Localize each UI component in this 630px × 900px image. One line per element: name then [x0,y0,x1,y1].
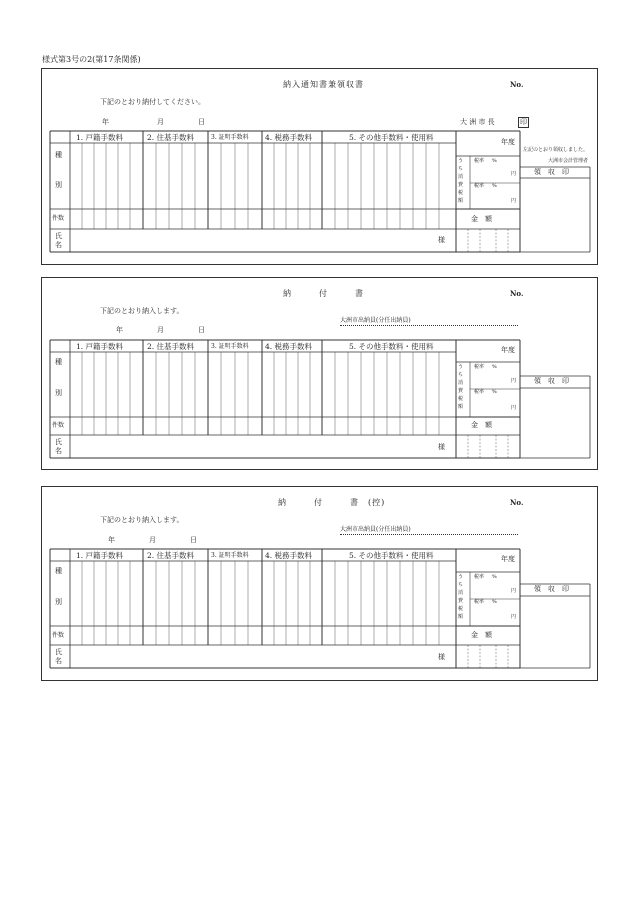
percent-sign: % [492,389,497,395]
category-4: 4. 税務手数料 [265,133,313,142]
honorific-sama: 様 [438,443,445,451]
row-label-name-1: 氏 [55,648,62,656]
row-label-count: 件数 [52,632,65,639]
row-label-type-2: 別 [55,389,62,397]
category-5: 5. その他手数料・使用料 [349,342,434,351]
category-2: 2. 住基手数料 [147,342,195,351]
tax-char: 額 [458,614,464,620]
date-month: 月 [149,536,156,544]
seal-mark: 印 [520,118,527,126]
tax-rate-label: 税率 [474,158,485,164]
date-year: 年 [102,118,109,126]
row-label-type-1: 種 [55,151,62,159]
tax-char: 費 [458,598,464,604]
instruction-text: 下記のとおり納入します。 [100,516,184,524]
category-3: 3. 証明手数料 [211,343,249,350]
row-label-name-2: 名 [55,657,62,665]
amount-label: 金 額 [471,215,492,223]
category-5: 5. その他手数料・使用料 [349,133,434,142]
tax-char: 税 [458,396,464,402]
tax-rate-label: 税率 [474,574,485,580]
category-2: 2. 住基手数料 [147,133,195,142]
tax-char: う [458,158,464,164]
yen-sign: 円 [511,405,517,411]
row-label-name-2: 名 [55,241,62,249]
yen-sign: 円 [511,378,517,384]
receipt-stamp-label: 領 収 印 [534,585,569,593]
tax-char: 消 [458,590,464,596]
category-4: 4. 税務手数料 [265,551,313,560]
category-1: 1. 戸籍手数料 [76,133,124,142]
instruction-text: 下記のとおり納付してください。 [100,98,205,106]
instruction-text: 下記のとおり納入します。 [100,307,184,315]
issuer-name: 大 洲 市 長 [460,118,495,126]
yen-sign: 円 [511,614,517,620]
category-1: 1. 戸籍手数料 [76,551,124,560]
number-label: No. [510,289,524,298]
tax-char: 費 [458,182,464,188]
tax-char: う [458,364,464,370]
number-label: No. [510,80,524,89]
tax-char: 額 [458,198,464,204]
row-label-type-2: 別 [55,181,62,189]
form-grid [42,278,599,471]
yen-sign: 円 [511,198,517,204]
section-notice-receipt [41,68,598,265]
date-year: 年 [108,536,115,544]
section-title: 納 付 書 (控) [278,498,386,507]
yen-sign: 円 [511,588,517,594]
receipt-stamp-label: 領 収 印 [534,377,569,385]
row-label-type-1: 種 [55,358,62,366]
tax-rate-label: 税率 [474,599,485,605]
honorific-sama: 様 [438,236,445,244]
amount-label: 金 額 [471,421,492,429]
percent-sign: % [492,183,497,189]
yen-sign: 円 [511,171,517,177]
tax-rate-label: 税率 [474,389,485,395]
tax-char: ち [458,582,464,588]
form-grid [42,487,599,682]
payee-line: 大洲市出納員(分任出納員) [340,527,518,535]
honorific-sama: 様 [438,653,445,661]
percent-sign: % [492,574,497,580]
date-month: 月 [157,326,164,334]
category-4: 4. 税務手数料 [265,342,313,351]
payee-line: 大洲市出納員(分任出納員) [340,318,518,326]
row-label-name-1: 氏 [55,438,62,446]
tax-char: 額 [458,404,464,410]
tax-char: 消 [458,174,464,180]
number-label: No. [510,498,524,507]
row-label-count: 件数 [52,422,65,429]
row-label-count: 件数 [52,215,65,222]
tax-rate-label: 税率 [474,364,485,370]
section-payment-slip-copy [41,486,598,681]
category-5: 5. その他手数料・使用料 [349,551,434,560]
percent-sign: % [492,364,497,370]
tax-char: 費 [458,388,464,394]
tax-rate-label: 税率 [474,183,485,189]
tax-char: 税 [458,190,464,196]
tax-char: ち [458,166,464,172]
tax-char: ち [458,372,464,378]
tax-char: 消 [458,380,464,386]
amount-label: 金 額 [471,631,492,639]
form-label: 様式第3号の2(第17条関係) [42,55,141,64]
percent-sign: % [492,599,497,605]
row-label-type-2: 別 [55,598,62,606]
category-3: 3. 証明手数料 [211,134,249,141]
row-label-name-2: 名 [55,447,62,455]
date-month: 月 [157,118,164,126]
section-title: 納入通知書兼領収書 [283,80,364,89]
date-day: 日 [198,326,205,334]
date-day: 日 [198,118,205,126]
date-day: 日 [190,536,197,544]
date-year: 年 [116,326,123,334]
fiscal-year-label: 年度 [501,346,515,354]
category-2: 2. 住基手数料 [147,551,195,560]
fiscal-year-label: 年度 [501,555,515,563]
receipt-stamp-label: 領 収 印 [534,168,569,176]
form-grid [42,69,599,266]
tax-char: 税 [458,606,464,612]
percent-sign: % [492,158,497,164]
row-label-type-1: 種 [55,567,62,575]
fiscal-year-label: 年度 [501,138,515,146]
section-payment-slip [41,277,598,470]
section-title: 納 付 書 [283,289,364,298]
category-1: 1. 戸籍手数料 [76,342,124,351]
tax-char: う [458,574,464,580]
receipt-note: 左記のとおり領収しました。 [523,147,589,153]
row-label-name-1: 氏 [55,232,62,240]
receipt-manager: 大洲市会計管理者 [548,158,589,164]
category-3: 3. 証明手数料 [211,552,249,559]
